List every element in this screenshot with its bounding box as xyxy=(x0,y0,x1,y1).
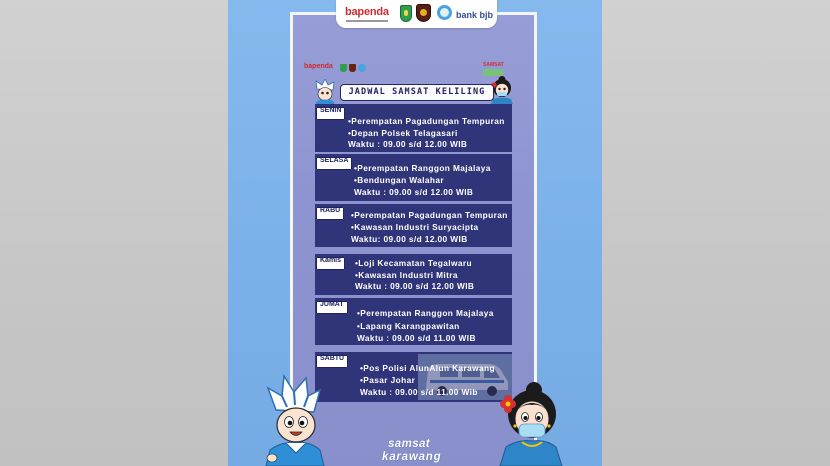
samsat-karawang-brand-bottom: karawang xyxy=(382,451,442,463)
location-line: •Pos Polisi AlunAlun Karawang xyxy=(360,363,495,373)
schedule-day-selasa xyxy=(315,154,512,201)
time-line: Waktu : 09.00 s/d 11.00 Wib xyxy=(360,387,478,397)
schedule-details xyxy=(351,209,508,245)
schedule-details xyxy=(360,362,495,398)
schedule-day-kamis xyxy=(315,254,512,295)
samsat-badge: SAMSAT xyxy=(483,62,504,68)
samsat-swirl-icon xyxy=(437,5,452,20)
schedule-day-rabu xyxy=(315,204,512,247)
time-line: Waktu : 09.00 s/d 12.00 WIB xyxy=(348,139,468,149)
day-label: RABU xyxy=(316,207,344,220)
mini-west-java-emblem-icon xyxy=(340,64,347,72)
location-line: •Pasar Johar xyxy=(360,375,416,385)
schedule-title: JADWAL SAMSAT KELILING xyxy=(340,84,494,101)
location-line: •Bendungan Walahar xyxy=(354,175,445,185)
location-line: •Perempatan Pagadungan Tempuran xyxy=(351,210,508,220)
location-line: •Depan Polsek Telagasari xyxy=(348,127,458,138)
schedule-day-senin xyxy=(315,104,512,152)
mascot-girl-image xyxy=(494,380,564,466)
sponsor-logo-bar xyxy=(336,0,497,28)
day-label: Kamis xyxy=(316,257,345,270)
schedule-details xyxy=(354,162,491,198)
police-emblem-icon xyxy=(416,4,431,22)
location-line: •Lapang Karangpawitan xyxy=(357,320,460,331)
schedule-details xyxy=(348,116,505,151)
bapenda-logo: bapenda xyxy=(345,6,389,18)
location-line: •Kawasan Industri Mitra xyxy=(355,269,458,280)
mascot-boy-image xyxy=(262,374,328,466)
schedule-day-sabtu xyxy=(315,352,512,402)
time-line: Waktu : 09.00 s/d 11.00 WIB xyxy=(357,333,476,343)
bank-bjb-logo: bank bjb xyxy=(456,10,494,20)
time-line: Waktu : 09.00 s/d 12.00 WIB xyxy=(354,187,474,197)
day-label: SELASA xyxy=(316,157,352,170)
mini-police-emblem-icon xyxy=(349,64,356,72)
time-line: Waktu : 09.00 s/d 12.00 WIB xyxy=(355,281,475,291)
bapenda-tagline-graphic xyxy=(346,20,388,22)
mini-samsat-swirl-icon xyxy=(358,64,366,72)
day-label: JUMAT xyxy=(316,301,348,314)
location-line: •Perempatan Ranggon Majalaya xyxy=(354,163,491,173)
location-line: •Perempatan Ranggon Majalaya xyxy=(357,308,494,318)
samsat-karawang-brand-top: samsat xyxy=(388,438,431,450)
schedule-day-jumat xyxy=(315,298,512,345)
mini-bapenda-logo: bapenda xyxy=(304,63,333,70)
schedule-details xyxy=(357,307,494,345)
day-label: SABTU xyxy=(316,355,348,368)
schedule-details xyxy=(355,258,474,293)
west-java-emblem-icon xyxy=(400,5,412,22)
time-line: Waktu: 09.00 s/d 12.00 WIB xyxy=(351,234,468,244)
samsat-badge-graphic xyxy=(483,69,503,76)
mini-mascot-boy-image xyxy=(313,79,337,105)
location-line: •Perempatan Pagadungan Tempuran xyxy=(348,116,505,126)
location-line: •Loji Kecamatan Tegalwaru xyxy=(355,258,472,268)
location-line: •Kawasan Industri Suryacipta xyxy=(351,222,479,232)
day-label: SENIN xyxy=(316,107,345,120)
